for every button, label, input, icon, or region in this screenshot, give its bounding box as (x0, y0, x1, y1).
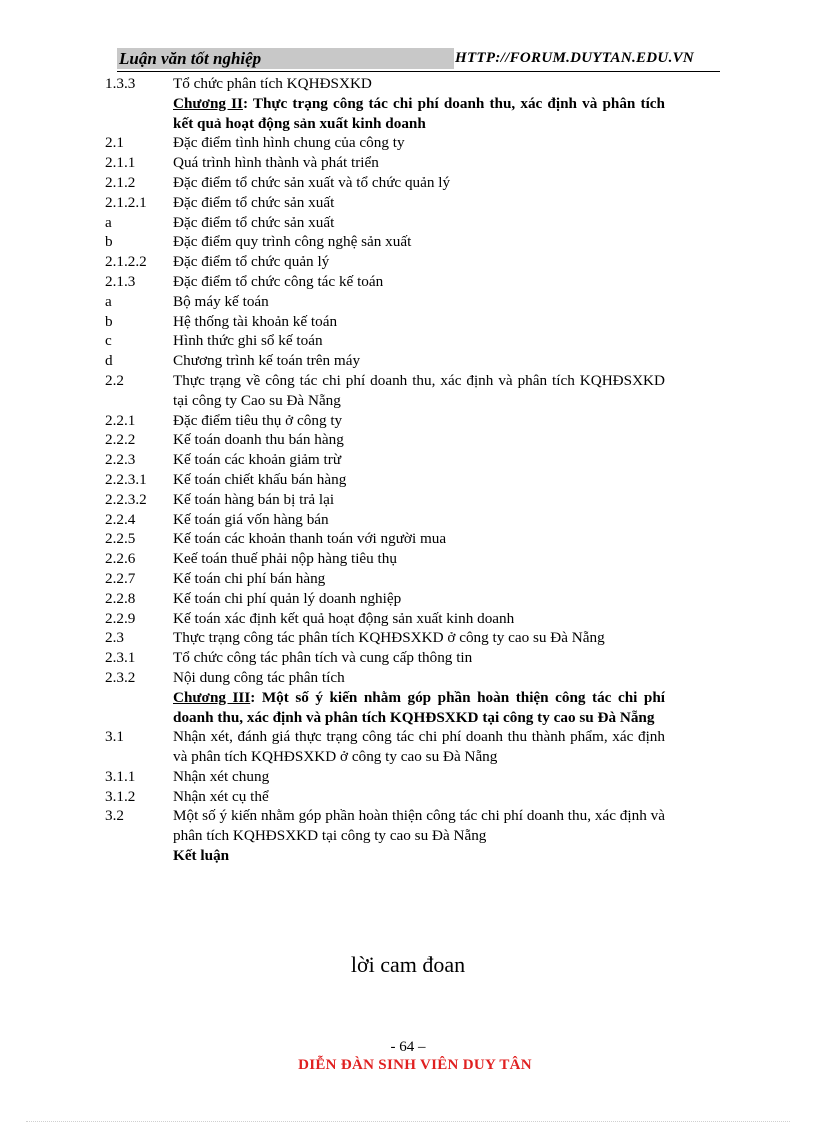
header-divider (117, 71, 720, 72)
toc-entry-text: Kế toán các khoản giảm trừ (173, 451, 342, 469)
toc-entry-text: Đặc điểm tổ chức quản lý (173, 253, 330, 271)
toc-entry (105, 727, 665, 767)
toc-entry-text: Hệ thống tài khoản kế toán (173, 312, 338, 330)
toc-entry (105, 628, 665, 648)
toc-entry (105, 806, 665, 846)
page-header (117, 48, 722, 70)
toc-entry (105, 430, 665, 450)
toc-entry-text: Kế toán chi phí bán hàng (173, 569, 326, 587)
toc-entry-number: 2.2.4 (105, 510, 136, 528)
toc-entry (105, 648, 665, 668)
toc-entry-number: 2.2.6 (105, 550, 136, 568)
toc-entry-text: Bộ máy kế toán (173, 292, 269, 310)
toc-entry (105, 193, 665, 213)
toc-entry (105, 569, 665, 589)
toc-entry (105, 589, 665, 609)
toc-entry-text: Kế toán các khoản thanh toán với người mua (173, 530, 447, 548)
toc-entry-number: 2.3.1 (105, 649, 136, 667)
toc-entry-text: Quá trình hình thành và phát triển (173, 154, 379, 172)
toc-entry-number: 2.2.5 (105, 530, 136, 548)
toc-entry-text: Thực trạng công tác phân tích KQHĐSXKD ở công ty cao su Đà Nẵng (173, 629, 605, 647)
toc-entry-number (105, 846, 173, 866)
toc-entry-text: Nhận xét cụ thể (173, 787, 269, 805)
toc-entry (105, 312, 665, 332)
table-of-contents (105, 74, 665, 866)
toc-entry-text: Đặc điểm tổ chức sản xuất và tổ chức quản lý (173, 173, 451, 191)
toc-entry (105, 232, 665, 252)
toc-entry-text: Kế toán doanh thu bán hàng (173, 431, 344, 449)
toc-entry-text: Hình thức ghi sổ kế toán (173, 332, 323, 350)
page-number: - 64 – (390, 1039, 426, 1055)
toc-entry-number: 2.2.8 (105, 589, 136, 607)
chapter-label: Chương III (173, 688, 251, 706)
toc-entry-text: Đặc điểm quy trình công nghệ sản xuất (173, 233, 412, 251)
toc-entry (105, 470, 665, 490)
toc-entry-number: 2.2.1 (105, 411, 136, 429)
toc-entry-text: Kế toán chi phí quản lý doanh nghiệp (173, 589, 402, 607)
toc-entry (105, 371, 665, 411)
toc-entry (105, 173, 665, 193)
header-url: HTTP://FORUM.DUYTAN.EDU.VN (455, 50, 695, 66)
toc-entry-text: Kế toán xác định kết quả hoạt động sản xuất kinh doanh (173, 609, 515, 627)
toc-entry-number (105, 688, 173, 728)
toc-entry (105, 846, 665, 866)
toc-entry-number: 3.1.2 (105, 787, 136, 805)
section-title: lời cam đoan (350, 952, 466, 977)
toc-chapter-heading (105, 688, 665, 728)
toc-entry (105, 450, 665, 470)
toc-entry-text: Kết luận (173, 847, 230, 865)
toc-entry (105, 767, 665, 787)
toc-entry (105, 74, 665, 94)
toc-entry (105, 153, 665, 173)
toc-entry (105, 272, 665, 292)
toc-entry-text: Nhận xét chung (173, 767, 270, 785)
toc-entry (105, 549, 665, 569)
chapter-title: : Thực trạng công tác chi phí doanh thu, xác định và phân tích kết quả hoạt động sản xuất kinh doanh (173, 94, 665, 132)
toc-entry (105, 213, 665, 233)
toc-chapter-text (173, 94, 665, 134)
toc-entry-text: Tổ chức công tác phân tích và cung cấp thông tin (173, 649, 473, 667)
toc-entry-number: 2.2.7 (105, 569, 136, 587)
toc-entry-text: Đặc điểm tổ chức sản xuất (173, 193, 335, 211)
toc-entry-number: 2.1.3 (105, 272, 136, 290)
toc-entry (105, 133, 665, 153)
toc-entry-number: 2.2.3.1 (105, 470, 147, 488)
toc-entry-number: 1.3.3 (105, 75, 136, 92)
toc-entry-text: Đặc điểm tình hình chung của công ty (173, 134, 405, 152)
toc-entry-number: 3.1 (105, 728, 124, 746)
toc-entry-text: Một số ý kiến nhằm góp phần hoàn thiện công tác chi phí doanh thu, xác định và phân tích KQHĐSXKD tại công ty cao su Đà Nẵng (173, 807, 665, 845)
toc-entry-text: Đặc điểm tiêu thụ ở công ty (173, 411, 343, 429)
header-title: Luận văn tốt nghiệp (117, 48, 454, 69)
toc-entry-text: Kế toán giá vốn hàng bán (173, 510, 329, 528)
toc-entry-text: Kế toán chiết khấu bán hàng (173, 470, 347, 488)
toc-entry-number: 2.1.2.1 (105, 193, 147, 211)
toc-entry-number: 2.3 (105, 629, 124, 647)
toc-entry-number: a (105, 292, 112, 310)
toc-entry-number: 2.1.1 (105, 154, 136, 172)
page-bottom-divider (26, 1121, 790, 1122)
toc-entry-number: b (105, 312, 113, 330)
toc-entry-number: 2.2.9 (105, 609, 136, 627)
toc-entry-text: Thực trạng về công tác chi phí doanh thu, xác định và phân tích KQHĐSXKD tại công ty Cao su Đà Nẵng (173, 371, 665, 409)
toc-entry-text: Tổ chức phân tích KQHĐSXKD (173, 75, 372, 92)
toc-entry-number: b (105, 233, 113, 251)
toc-entry-number: 2.1.2 (105, 173, 136, 191)
toc-entry-number: 2.2.3.2 (105, 490, 147, 508)
toc-entry-number: 3.2 (105, 807, 124, 825)
toc-entry-number: c (105, 332, 112, 350)
toc-entry (105, 292, 665, 312)
toc-entry-text: Nội dung công tác phân tích (173, 668, 345, 686)
toc-chapter-heading (105, 94, 665, 134)
toc-entry (105, 490, 665, 510)
toc-entry-number (105, 94, 173, 134)
toc-entry-text: Đặc điểm tổ chức công tác kế toán (173, 272, 384, 290)
toc-entry-text: Chương trình kế toán trên máy (173, 352, 361, 370)
toc-entry (105, 252, 665, 272)
toc-entry (105, 609, 665, 629)
toc-entry (105, 351, 665, 371)
toc-entry-number: 2.1 (105, 134, 124, 152)
toc-entry (105, 510, 665, 530)
toc-entry-text: Keế toán thuế phải nộp hàng tiêu thụ (173, 550, 397, 568)
toc-entry (105, 668, 665, 688)
toc-entry-text: Kế toán hàng bán bị trả lại (173, 490, 335, 508)
toc-entry-number: 2.2.2 (105, 431, 136, 449)
toc-entry-number: 2.3.2 (105, 668, 136, 686)
toc-entry (105, 529, 665, 549)
toc-entry-number: 3.1.1 (105, 767, 136, 785)
chapter-label: Chương II (173, 94, 243, 112)
toc-entry-number: 2.1.2.2 (105, 253, 147, 271)
toc-entry-number: 2.2 (105, 371, 124, 389)
toc-entry (105, 411, 665, 431)
toc-entry-text: Đặc điểm tổ chức sản xuất (173, 213, 335, 231)
toc-entry (105, 787, 665, 807)
toc-entry-number: 2.2.3 (105, 451, 136, 469)
toc-entry (105, 331, 665, 351)
toc-chapter-text (173, 688, 665, 728)
toc-entry-number: d (105, 352, 113, 370)
footer-site-name: DIỄN ĐÀN SINH VIÊN DUY TÂN (298, 1057, 532, 1073)
toc-entry-number: a (105, 213, 112, 231)
toc-entry-text: Nhận xét, đánh giá thực trạng công tác chi phí doanh thu thành phẩm, xác định và phân tích KQHĐSXKD ở công ty cao su Đà Nẵng (173, 728, 665, 766)
chapter-title: : Một số ý kiến nhằm góp phần hoàn thiện công tác chi phí doanh thu, xác định và phân tích KQHĐSXKD tại công ty cao su Đà Nẵng (173, 688, 665, 726)
